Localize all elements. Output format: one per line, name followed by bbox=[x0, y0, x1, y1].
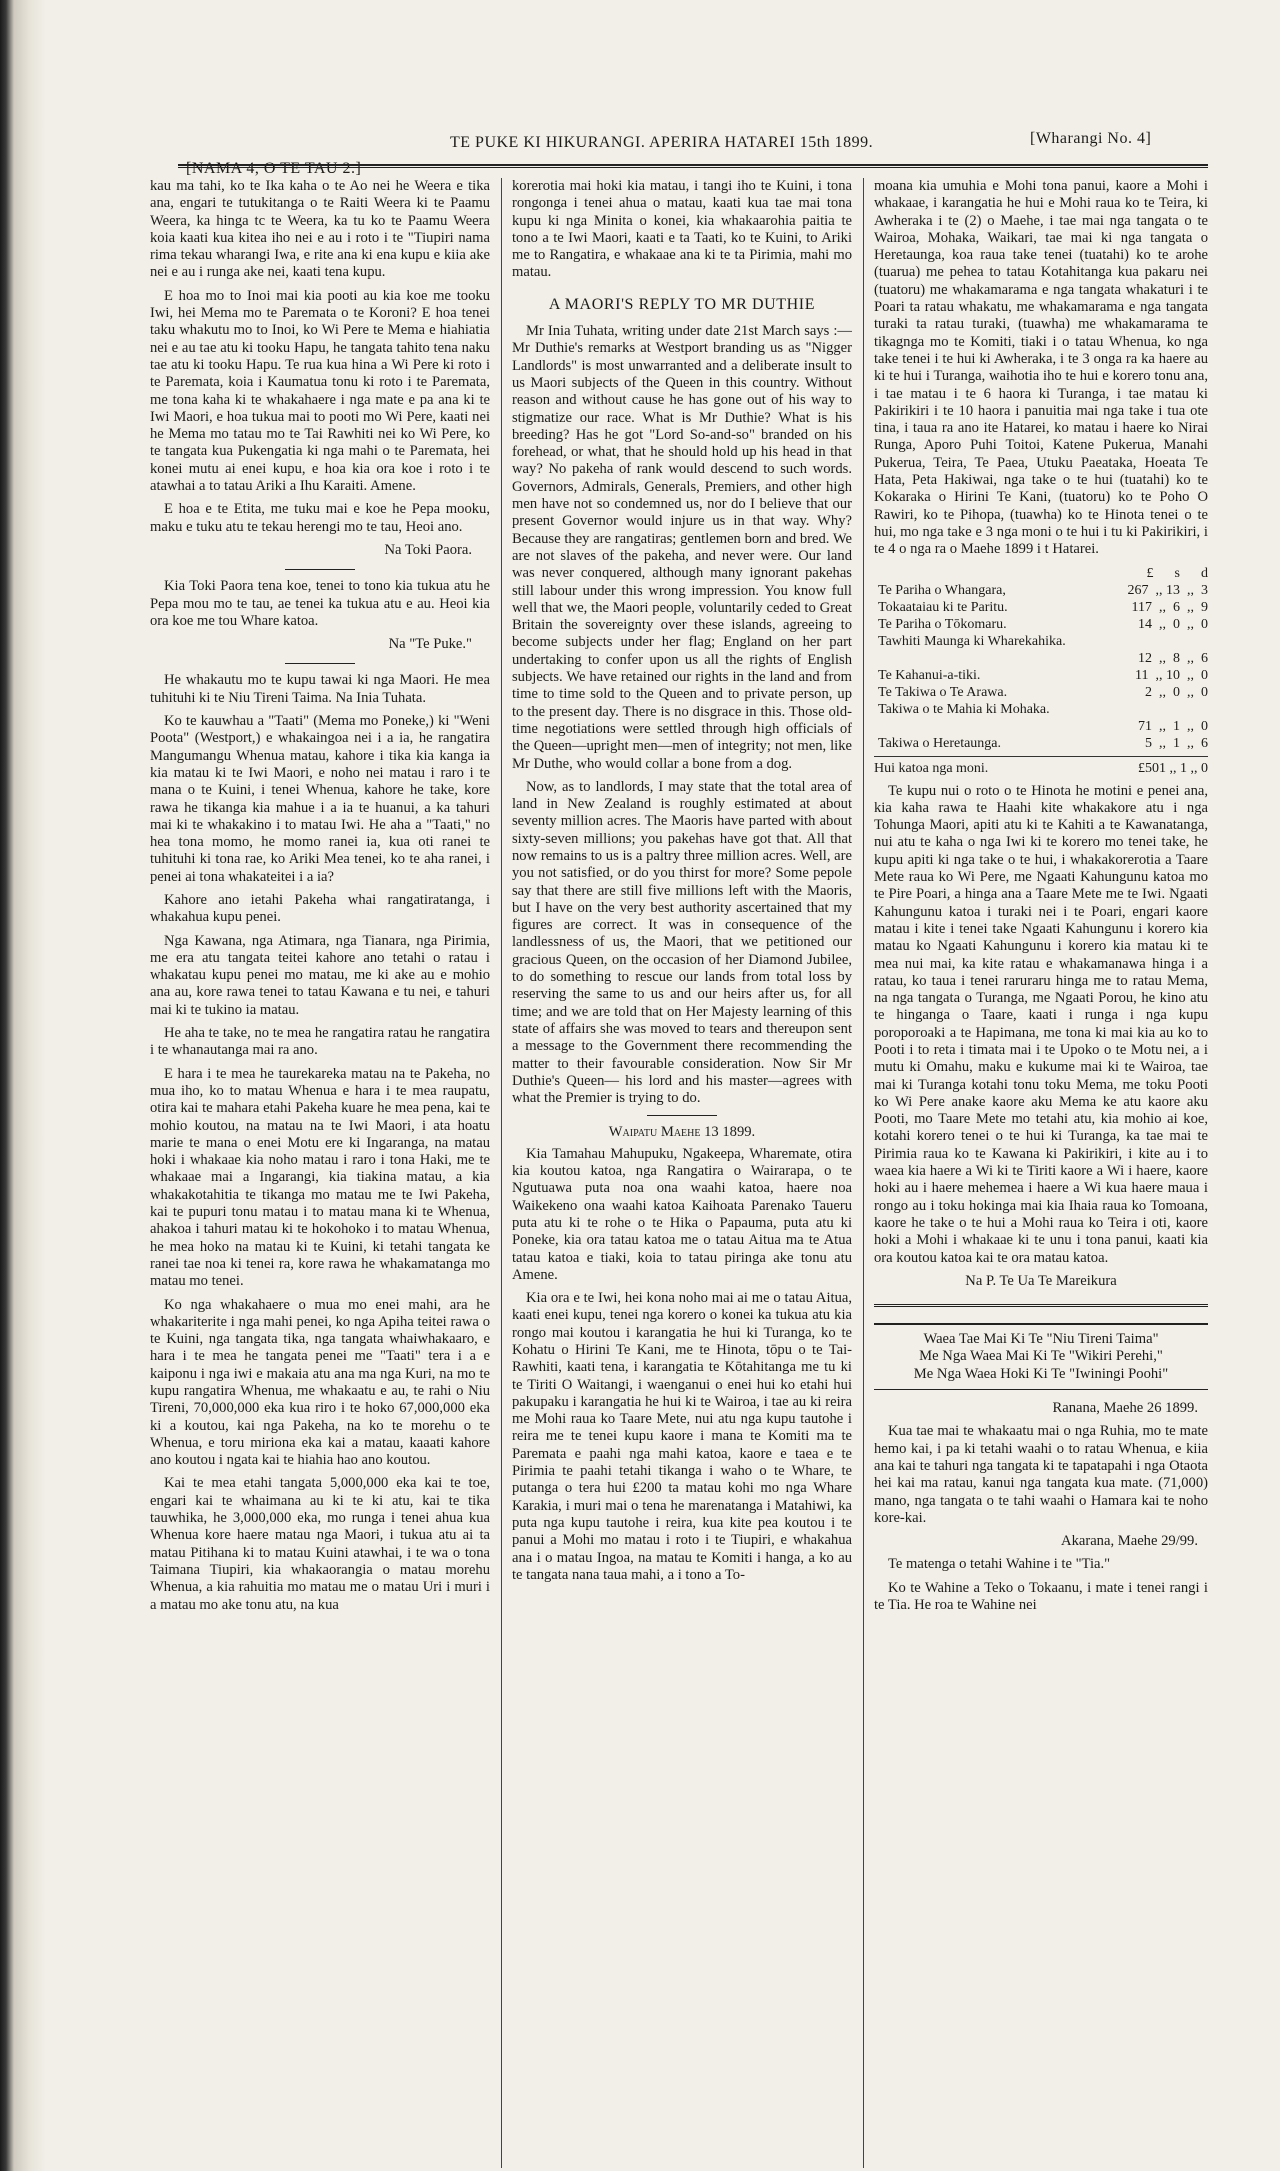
paragraph: Now, as to landlords, I may state that the total area of land in New Zealand is roughly estimated at about seventy million acres. The Maoris have parted with about sixty-seven millions; you pakehas have got that. All that now remains to us is a paltry three million acres. Well, are you not satisfied, or do you thirst for more? Some pepole say that there are still five millions left with the Maoris, but I have on the very best authority ascertained that my figures are correct. It was in consequence of the landlessness of us, the Maori, that we petitioned our gracious Queen, on the occasion of her Diamond Jubilee, to do something to rescue our lands from total loss by reserving the same to us and our heirs after us, for all time; and we are told that on Her Majesty learning of this state of affairs she was moved to tears and thereupon sent a message to the Government there recommending the matter to their favourable consideration. Now Sir Mr Duthie's Queen— his lord and his master—agrees with what the Premier is trying to do. bbox=[512, 778, 852, 1107]
paragraph: Mr Inia Tuhata, writing under date 21st March says :—Mr Duthie's remarks at Westport branding us as "Nigger Landlords" is most unwarranted and a deliberate insult to us Maori subjects of the Queen in this country. Without reason and without cause he has gone out of his way to stigmatize our race. What is Mr Duthie? What is his breeding? Has he got "Lord So-and-so" branded on his forehead, or what, that he should hold up his head in that way? No pakeha of rank would descend to such words. Governors, Admirals, Generals, Premiers, and other high men have not so condemned us, nor do I believe that our present Governor would injure us in that way. Why? Because they are rangatiras; gentlemen born and bred. We are not slaves of the pakeha, and never were. Our land was never conquered, although many ignorant pakehas still labour under this wrong impression. You know full well that we, the Maori people, voluntarily ceded to Great Britain the sovereignty over these islands, agreeing to become subjects under her flag; England on her part undertaking to confer upon us all the rights of English subjects. We have retained our rights in the land and from time to time sold to the Queen and to private person, up to the present day. There is no disgrace in this. Those old-time negotiations were settled through high officials of the Queen—upright men—men of integrity; not men, like Mr Duthe, who would collar a bone from a dog. bbox=[512, 323, 852, 772]
paragraph: Kahore ano ietahi Pakeha whai rangatiratanga, i whakahua kupu penei. bbox=[150, 891, 490, 926]
paragraph: He whakautu mo te kupu tawai ki nga Maori. He mea tuhituhi ki te Niu Tireni Taima. Na Inia Tuhata. bbox=[150, 672, 490, 706]
paragraph: E hoa e te Etita, me tuku mai e koe he Pepa mooku, maku e tuku atu te tekau herengi mo te tau, Heoi ano. bbox=[150, 501, 490, 535]
total-label: Hui katoa nga moni. bbox=[874, 760, 989, 776]
table-row bbox=[874, 667, 1208, 684]
paragraph: moana kia umuhia e Mohi tona panui, kaore a Mohi i whakaae, i karangatia he hui e Mohi raua ko te Teira, ki Awheraka i te (2) o Maehe, i tae mai nga tangata o te Wairoa, Mohaka, Waikari, tae mai ki nga tangata o Heretaunga, koa raua take tenei (tuatahi) ko te arohe (tuarua) me pehea to tatau Kotahitanga kua pakaru nei (tuatoru) me whakamarama e nga tangata whakaturi i te Poari ta ratau whakatu, me whakamarama e nga tangata turaki ta ratau turaki, (tuawha) me whakamarama te tikagnga mo te Komiti, tiaki i o tatau Whenua, ko nga take tenei i te hui ki Awheraka, i te 3 onga ra ka haere au ki te hui i Turanga, waihotia iho te hui e korero tonu ana, i tae matau i te 6 haora ki Turanga, i tae matau ki Pakirikiri i te 10 haora i panuitia mai nga take i tua ote tina, i taua ra ano ite Hatarei, ko matau i haere ko Nirai Runga, Aporo Puhi Toitoi, Katene Pukerua, Manahi Pukerua, Teira, Te Paea, Utuku Paeataka, Hoeata Te Hata, Peta Hakiwai, nga take o te hui (tuatahi) ko te Kokaraka o Hirini Te Kani, (tuatoru) ko te Poho O Rawiri, ko te Pihopa, (tuawha) ko te Hinota tenei o te hui, mo nga take e 3 nga moni o te hui i tu ki Pakirikiri, i te 4 o nga ra o Maehe 1899 i t Hatarei. bbox=[874, 178, 1208, 558]
table-row bbox=[874, 582, 1208, 599]
box-line: Me Nga Waea Hoki Ki Te "Iwiningi Poohi" bbox=[913, 1365, 1169, 1382]
row-label bbox=[878, 650, 1098, 667]
row-amount: 2 ,, 0 ,, 0 bbox=[1145, 684, 1208, 700]
box-line: Waea Tae Mai Ki Te "Niu Tireni Taima" bbox=[923, 1331, 1159, 1348]
newspaper-page bbox=[150, 126, 1208, 2146]
paragraph: Kua tae mai te whakaatu mai o nga Ruhia, mo te mate hemo kai, i pa ki tetahi waahi o to ratau Whenua, e kiia ana kai te tahuri nga tangata ki te tapatapahi i nga Otaota hei kai ma ratau, kanui nga tangata kua mate. (71,000) mano, nga tangata o te tahi waahi o Hamara kai te noho kore-kai. bbox=[874, 1423, 1208, 1526]
row-label: Takiwa o Heretaunga. bbox=[878, 735, 1002, 751]
box-line: Me Nga Waea Mai Ki Te "Wikiri Perehi," bbox=[919, 1348, 1163, 1365]
table-row bbox=[874, 735, 1208, 752]
masthead bbox=[150, 126, 1208, 177]
paragraph: Ko nga whakahaere o mua mo enei mahi, ara he whakariterite i nga mahi penei, ko nga Apiha teitei rawa o te Kuini, nga tangata tika, nga tangata whaiwhakaaro, e hara i te mea he tangata penei me "Taati" tera i a e kaiponu i nga iwi e makaia atu ana ma nga Kuri, na mo te kupu rangatira Whenua, me whakaatu e au, te rahi o Niu Tireni, 70,000,000 eka kua riro i te hoko 67,000,000 eka ki a koutou, kai nga Pakeha, na ko te morehu o te Whenua, e toru miriona eka kai a matau, kaaati kahore ano koutou i ngata kai te hiahia hao ano koutou. bbox=[150, 1296, 490, 1469]
row-label: Tokaataiau ki te Paritu. bbox=[878, 599, 1008, 615]
paragraph: Kia Toki Paora tena koe, tenei to tono kia tukua atu he Pepa mou mo te tau, ae tenei ka tukua atu e au. Heoi kia ora koe me tou Whare katoa. bbox=[150, 578, 490, 629]
contributions-table bbox=[874, 565, 1208, 777]
row-label: Te Pariha o Whangara, bbox=[878, 582, 1006, 598]
table-row bbox=[874, 599, 1208, 616]
row-amount: 11 ,, 10 ,, 0 bbox=[1135, 667, 1208, 683]
paragraph: Kai te mea etahi tangata 5,000,000 eka kai te toe, engari kai te whaimana au ki te ki atu, kai te tika tauwhika, he 3,000,000 eka, mo runga i tenei ahua kua Whenua kore haere matau nga Maori, i tukua atu ai ta matau Pitihana ki to matau Kuini atawhai, i te wa o tona Taimana Tiupiri, kia whakaorangia o matau morehu Whenua, a kia rahuitia mo matau me o matau Uri i muri i a matau mo ake tonu atu, na kua bbox=[150, 1475, 490, 1613]
paragraph: Ko te kauwhau a "Taati" (Mema mo Poneke,) ki "Weni Poota" (Westport,) e whakaingoa nei i a ia, he rangatira Mangumangu Whenua matau, kahore i tika kia kanga ia kia matau ki te Iwi Maori, e noho nei matau i raro i te mana o te Kuini, i tenei Whenua, kahore he take, kore rawa he tikanga kia mahue i a ia te huanui, a ka tahuri mai ki te whakakino i to matau Iwi. He aha a "Taati," no hea tona momo, he momo ranei ia, kua oti ranei te tuhituhi ki tona rae, ko Ariki Mea tenei, ko te aha ranei, i penei ai tona whakateitei i a ia? bbox=[150, 713, 490, 885]
table-row bbox=[874, 650, 1208, 667]
masthead-rule-thin bbox=[178, 167, 1208, 168]
telegram-header-box bbox=[874, 1323, 1208, 1390]
total-row bbox=[874, 756, 1208, 777]
row-amount bbox=[1098, 701, 1208, 718]
row-amount: 14 ,, 0 ,, 0 bbox=[1138, 616, 1208, 632]
section-rule bbox=[647, 1115, 717, 1116]
column-divider bbox=[863, 178, 864, 2168]
binding-spine bbox=[0, 0, 46, 2171]
paragraph: korerotia mai hoki kia matau, i tangi iho te Kuini, i tona rongonga i tenei ahua o matau, kaati kua tae mai tona kupu ki nga Minita o konei, kia whakaarohia paitia te tono a te Iwi Maori, kaati e ta Taati, ko te Kuini, to Ariki me to Rangatira, e whakaae ana ki te ta Pirimia, mahi mo matau. bbox=[512, 178, 852, 281]
row-label: Te Pariha o Tōkomaru. bbox=[878, 616, 1007, 632]
row-amount: 5 ,, 1 ,, 6 bbox=[1145, 735, 1208, 751]
masthead-title: TE PUKE KI HIKURANGI. APERIRA HATAREI 15th 1899. bbox=[450, 134, 874, 151]
table-row bbox=[874, 616, 1208, 633]
row-amount: 71 ,, 1 ,, 0 bbox=[1138, 718, 1208, 734]
paragraph: Kia Tamahau Mahupuku, Ngakeepa, Wharemate, otira kia koutou katoa, nga Rangatira o Wairarapa, o te Ngutuawa puta noa ona waahi katoa, haere noa Waikekeno ona waahi katoa Kaihoata Parenako Taueru puta atu ki te rohe o te Hika o Papauma, puta atu ki Poneke, kia ora tatau katoa me o tatau Aitua ma te Atua tatau katoa e tiaki, koia to tatau piringa ake tonu atu Amene. bbox=[512, 1145, 852, 1283]
masthead-rule bbox=[178, 164, 1208, 166]
section-rule bbox=[285, 569, 355, 570]
paragraph: kau ma tahi, ko te Ika kaha o te Ao nei he Weera e tika ana, engari te tutukitanga o te Raiti Weera ki te Paamu Weera, ka hinga tc te Weera, ka tu ko te Paamu Weera koia kaati kua kitea iho nei e au i roto i te "Tiupiri nama rima tekau wharangi Iwa, e rite ana ki ena kupu e kiia ake nei e au i runga ake nei, kaati tena kupu. bbox=[150, 178, 490, 281]
column-3 bbox=[874, 178, 1208, 2168]
column-1 bbox=[150, 178, 490, 2168]
row-label: Takiwa o te Mahia ki Mohaka. bbox=[878, 701, 1050, 717]
page-number: [Wharangi No. 4] bbox=[1030, 130, 1152, 147]
row-amount bbox=[1098, 633, 1208, 650]
dateline: Ranana, Maehe 26 1899. bbox=[1052, 1400, 1198, 1417]
paragraph: E hara i te mea he taurekareka matau na te Pakeha, no mua iho, ko to matau Whenua e hara i te mea raupatu, otira kai te mahara etahi Pakeha kuare he mea pena, kai te mohio koutou, na matau na te Iwi Maori, i ata hoatu marie te mana o enei Motu ere ki Ingaranga, na matau hoki i whakaae kia noho matau i raro i tona Haki, me te whakaae mai a Ingarangi, kia tiakina matau, a kia whakakotahitia te tikanga mo matau me te Iwi Pakeha, kai te pupuri tonu matau i to matau mana ki te Whenua, ahakoa i tahuri matau ki te hokohoko i to matau Whenua, he mea hoko na matau ki te Kuini, ki tetahi tangata ke ranei tae noa ki tenei ra, kore rawa he whakamatanga mo matau mo tenei. bbox=[150, 1065, 490, 1290]
paragraph: Te matenga o tetahi Wahine i te "Tia." bbox=[888, 1556, 1111, 1573]
paragraph: Nga Kawana, nga Atimara, nga Tianara, nga Pirimia, me era atu tangata teitei kahore ano tetahi o ratau i whakatau kupu penei mo matau, me ki ake au e mohio ana au, kore rawa tenei to tatau Kawana e tu nei, e tahuri mai ki te tukino ia matau. bbox=[150, 932, 490, 1018]
table-row bbox=[874, 633, 1208, 650]
table-row bbox=[874, 718, 1208, 735]
issue-number: [NAMA 4, O TE TAU 2.] bbox=[186, 160, 362, 177]
signature: Na P. Te Ua Te Mareikura bbox=[965, 1272, 1117, 1289]
dateline: Waipatu Maehe 13 1899. bbox=[608, 1124, 756, 1141]
section-rule bbox=[874, 1304, 1208, 1307]
signature: Na Toki Paora. bbox=[384, 541, 472, 558]
paragraph: Ko te Wahine a Teko o Tokaanu, i mate i tenei rangi i te Tia. He roa te Wahine nei bbox=[874, 1579, 1208, 1613]
columns bbox=[150, 178, 1208, 2168]
column-divider bbox=[501, 178, 502, 2168]
column-2 bbox=[512, 178, 852, 2168]
row-label: Te Kahanui-a-tiki. bbox=[878, 667, 981, 683]
section-rule bbox=[285, 663, 355, 664]
dateline: Akarana, Maehe 29/99. bbox=[1061, 1533, 1198, 1550]
table-row bbox=[874, 684, 1208, 701]
row-amount: 12 ,, 8 ,, 6 bbox=[1138, 650, 1208, 666]
row-label: Tawhiti Maunga ki Wharekahika. bbox=[878, 633, 1066, 649]
currency-header: £ s d bbox=[1146, 565, 1208, 581]
table-row bbox=[874, 701, 1208, 718]
row-label bbox=[878, 718, 1098, 735]
signature: Na "Te Puke." bbox=[388, 636, 472, 653]
paragraph: E hoa mo to Inoi mai kia pooti au kia koe me tooku Iwi, hei Mema mo te Paremata o te Koroni? E hoa tenei taku whakutu mo to Inoi, ko Wi Pere te Mema e hiahiatia nei e au tae atu ki tooku Hapu, he tangata tahito tena naku tae atu ki tooku Hapu. Te rua kua hina a Wi Pere ki roto i te Paremata, koia i Kaumatua tonu ki roto i te Paremata, me tona kaha ki te whakahaere i nga mate e pa ana ki te Iwi Maori, e hoa tukua mai to pooti mo Wi Pere, kaati nei he Mema mo tatau mo te Tai Rawhiti nei ko Wi Pere, ko te tangata kua Pukengatia ki nga mahi o te Paremata, hei konei mutu ai enei kupu, e hoa kia ora koe i roto i te atawhai a to tatau Ariki a Ihu Karaiti. Amene. bbox=[150, 287, 490, 495]
article-heading: A MAORI'S REPLY TO MR DUTHIE bbox=[548, 295, 816, 313]
row-amount: 117 ,, 6 ,, 9 bbox=[1131, 599, 1208, 615]
paragraph: Te kupu nui o roto o te Hinota he motini e penei ana, kia kaha rawa te Haahi kite whakakore atu i nga Tohunga Maori, apiti atu ki te Kahiti a te Kawanatanga, nui atu te kaha o nga Iwi ki te korero mo tenei take, he kupu apiti ki nga take o te hui, i whakakorerotia a Taare Mete raua ko Wi Pere, me Ngaati Kahungunu katoa mo te Pire Poari, a hinga ana a Taare Mete me te Iwi. Ngaati Kahungunu katoa i turaki nei i te Poari, engari kaore matau i kite i tenei take Ngaati Kahungunu i korero kia matau ko Ngaati Kahungunu i korero kia matau ki te mea nui mai, ka kite ratau e whakamanawa hinga i a ratau, ko taua i tenei raruraru hinga me to ratau Mema, na nga tangata o Turanga, me Ngaati Porou, he kino atu te hinganga o Taare, kaati i runga i nga kupu poroporoaki a te Hapimana, me tona ki mai kia au ko to Pooti i to reta i timata mai i te Upoko o te Motu nei, a i mutu ki Omahu, maku e kukume mai ki te Wairoa, tae mai ki Turanga kotahi tonu toku Mema, me toku Pooti ko Wi Pere anake kaore aku Mema ke atu kaore aku Pooti, mo Taare Mete mo tetahi atu, kia mohio ai koe, kotahi korero tenei o te hui ki Turanga, ka tae mai te Pirimia raua ko te Kawana ki Pakirikiri, i kite au i to waea kia haere a Wi ki te Tiriti kaore a Wi i haere, kaore hoki au i haere mehemea i haere a Wi kua haere maua i rongo au i toku hokinga mai kia Ihaia raua ko Tomoana, kaore he take o te hui a Mohi raua ko Teira i oti, kaore hoki a Mohi i whakaae ki te unu i tona panui, kaati kia ora koutou katoa kai te ora matau katoa. bbox=[874, 782, 1208, 1266]
row-amount: 267 ,, 13 ,, 3 bbox=[1127, 582, 1208, 598]
row-label: Te Takiwa o Te Arawa. bbox=[878, 684, 1008, 700]
total-amount: £501 ,, 1 ,, 0 bbox=[1138, 760, 1208, 776]
paragraph: He aha te take, no te mea he rangatira ratau he rangatira i te whanautanga mai ra ano. bbox=[150, 1025, 490, 1059]
paragraph: Kia ora e te Iwi, hei kona noho mai ai me o tatau Aitua, kaati enei kupu, tenei nga korero o konei ka tukua atu kia rongo mai koutou i karangatia he hui ki Turanga, ko te Kohatu o Hirini Te Kani, me te Hinota, tōpu o te Tai-Rawhiti, kaati tena, i karangatia te Kōtahitanga me tu ki te Tiriti O Waitangi, i waenganui o enei hui ko etahi hui pakupaku i karangatia he hui ki te Wairoa, i tae au ki reira me Mohi raua ko Taare Mete, nui atu nga kupu tautohe i reira me te tenei kupu kaore i mana te Komiti ma te Paremata e paahi nga mahi katoa, kaore e taea e te Pirimia te paahi tetahi tikanga i waho o te Whare, te putanga o tera hui £200 ta matau kohi mo nga Whare Karakia, i muri mai o tena he marenatanga i Matahiwi, ka puta nga kupu tautohe i reira, kua kite pea koutou i te panui a Mohi mo matau i roto i te Tiupiri, e whakahua ana i o matau Ingoa, na matau te Komiti i hanga, a ko au te tangata nana taua mahi, a i tono a To- bbox=[512, 1290, 852, 1583]
